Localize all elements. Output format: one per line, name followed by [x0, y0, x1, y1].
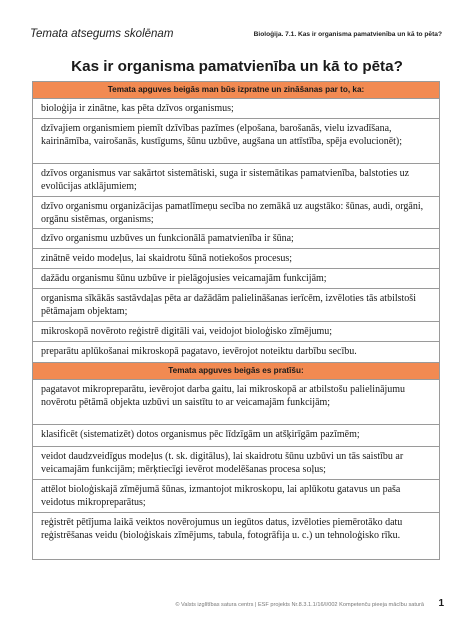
page-number: 1: [438, 598, 444, 609]
table-row: mikroskopā novēroto reģistrē digitāli vai, veidojot bioloģisko zīmējumu;: [33, 322, 439, 342]
document-header-left: Temata atsegums skolēnam: [30, 28, 174, 40]
table-row: klasificēt (sistematizēt) dotos organismus pēc līdzīgām un atšķirīgām pazīmēm;: [33, 425, 439, 447]
table-row: veidot daudzveidīgus modeļus (t. sk. digitālus), lai skaidrotu šūnu uzbūvi un tās saistību ar veicamajām funkcijām; mērķtiecīgi ievērot modelēšanas procesa soļus;: [33, 447, 439, 480]
table-row: reģistrēt pētījuma laikā veiktos novērojumus un iegūtos datus, izvēloties piemērotāko datu reģistrēšanas veidu (bioloģiskais zīmējums, tabula, fotogrāfija u. c.) un tehnoloģisko rīku.: [41, 517, 403, 542]
table-row: preparātu aplūkošanai mikroskopā pagatavo, ievērojot noteiktu darbību secību.: [33, 342, 439, 363]
table-row: dzīvajiem organismiem piemīt dzīvības pazīmes (elpošana, barošanās, vielu izvadīšana, kairināmība, vairošanās, kustīgums, šūnu uzbūve, augšana un attīstība, spēja evolucionēt);: [33, 119, 439, 164]
table-row: organisma sīkākās sastāvdaļas pēta ar dažādām palielināšanas ierīcēm, izvēloties tās atbilstoši pētāmajam objektam;: [33, 289, 439, 322]
table-row: zinātnē veido modeļus, lai skaidrotu šūnā notiekošos procesus;: [33, 249, 439, 269]
table-row: pagatavot mikropreparātu, ievērojot darba gaitu, lai mikroskopā ar atbilstošu palielinājumu novērotu pētāmā objekta uzbūvi un saistītu to ar veicamajām funkcijām;: [33, 380, 439, 425]
section-heading-knowledge: Temata apguves beigās man būs izpratne un zināšanas par to, ka:: [33, 82, 439, 99]
table-row: dažādu organismu šūnu uzbūve ir pielāgojusies veicamajām funkcijām;: [33, 269, 439, 289]
document-header-right: Bioloģija. 7.1. Kas ir organisma pamatvienība un kā to pēta?: [253, 31, 442, 38]
table-row: dzīvo organismu organizācijas pamatlīmeņu secība no zemākā uz augstāko: šūnas, audi, orgāni, orgānu sistēmas, organisms;: [33, 197, 439, 229]
section-heading-skills: Temata apguves beigās es pratīšu:: [33, 363, 439, 380]
table-row: attēlot bioloģiskajā zīmējumā šūnas, izmantojot mikroskopu, lai aplūkotu gatavus un paša veidotus mikropreparātus;: [33, 480, 439, 513]
outcomes-table: [32, 81, 440, 560]
table-row: dzīvo organismu uzbūves un funkcionālā pamatvienība ir šūna;: [33, 229, 439, 249]
table-row: dzīvos organismus var sakārtot sistemātiski, suga ir sistemātikas pamatvienība, balstoties uz evolūcijas atklājumiem;: [33, 164, 439, 197]
page-title: Kas ir organisma pamatvienība un kā to pēta?: [71, 58, 403, 75]
footer-credit: © Valsts izglītības satura centrs | ESF projekts Nr.8.3.1.1/16/I/002 Kompetenču pieeja mācību saturā: [175, 602, 424, 608]
table-row: bioloģija ir zinātne, kas pēta dzīvos organismus;: [33, 99, 439, 119]
